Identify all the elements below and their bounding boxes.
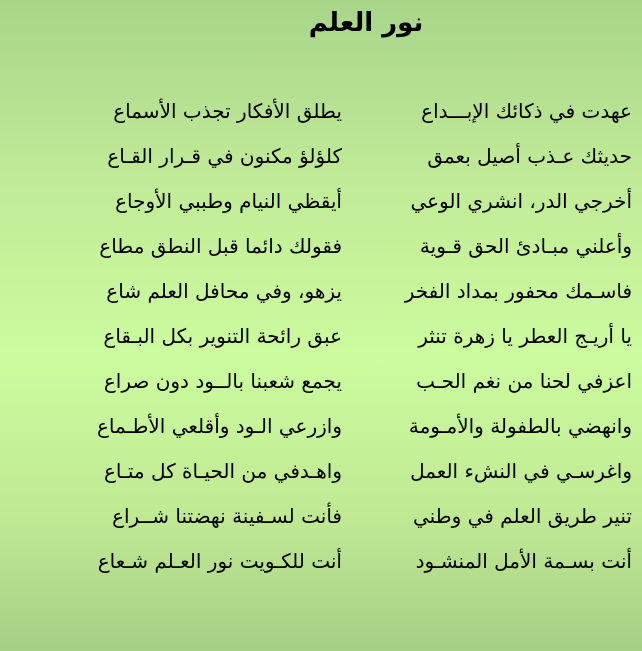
verse-first-hemistich: واغرسـي في النشء العمل	[410, 459, 632, 483]
verse-first-hemistich: تنير طريق العلم في وطني	[412, 504, 632, 528]
verse-11	[0, 544, 642, 589]
verse-8	[0, 409, 642, 454]
verse-3	[0, 184, 642, 229]
verse-first-hemistich: أنت بسـمة الأمل المنشـود	[415, 549, 632, 573]
verse-second-hemistich: فقولك دائما قبل النطق مطاع	[99, 234, 342, 258]
poem-title: نور العلم	[308, 8, 424, 38]
verse-second-hemistich: واهـدفي من الحيـاة كل متـاع	[103, 459, 342, 483]
verse-second-hemistich: عبق رائحة التنوير بكل البـقاع	[103, 324, 342, 348]
verse-2	[0, 139, 642, 184]
verse-first-hemistich: اعزفي لحنا من نغم الحـب	[416, 369, 632, 393]
poem-verses	[0, 94, 642, 589]
verse-10	[0, 499, 642, 544]
verse-second-hemistich: أيقظي النيام وطببي الأوجاع	[115, 189, 342, 213]
verse-7	[0, 364, 642, 409]
verse-second-hemistich: كلؤلؤ مكنون في قـرار القـاع	[107, 144, 342, 168]
verse-second-hemistich: يطلق الأفكار تجذب الأسماع	[113, 99, 342, 123]
verse-5	[0, 274, 642, 319]
verse-first-hemistich: وأعلني مبـادئ الحق قـوية	[419, 234, 632, 258]
verse-first-hemistich: أخرجي الدر، انشري الوعي	[410, 189, 632, 213]
verse-second-hemistich: فأنت لسـفينة نهضتنا شــراع	[112, 504, 342, 528]
verse-first-hemistich: عهدت في ذكائك الإبـــداع	[421, 99, 632, 123]
verse-second-hemistich: يجمع شعبنا بالــود دون صراع	[103, 369, 342, 393]
verse-second-hemistich: أنت للكـويت نور العـلم شـعاع	[97, 549, 342, 573]
verse-4	[0, 229, 642, 274]
verse-second-hemistich: وازرعي الـود وأقلعي الأطـماع	[97, 414, 342, 438]
verse-6	[0, 319, 642, 364]
verse-first-hemistich: فاسـمك محفور بمداد الفخر	[404, 279, 632, 303]
verse-second-hemistich: يزهو، وفي محافل العلم شاع	[106, 279, 342, 303]
verse-first-hemistich: حديثك عـذب أصيل بعمق	[427, 144, 632, 168]
verse-first-hemistich: يا أريـج العطر يا زهرة تنثر	[418, 324, 632, 348]
verse-first-hemistich: وانهضي بالطفولة والأمـومة	[408, 414, 632, 438]
verse-9	[0, 454, 642, 499]
verse-1	[0, 94, 642, 139]
